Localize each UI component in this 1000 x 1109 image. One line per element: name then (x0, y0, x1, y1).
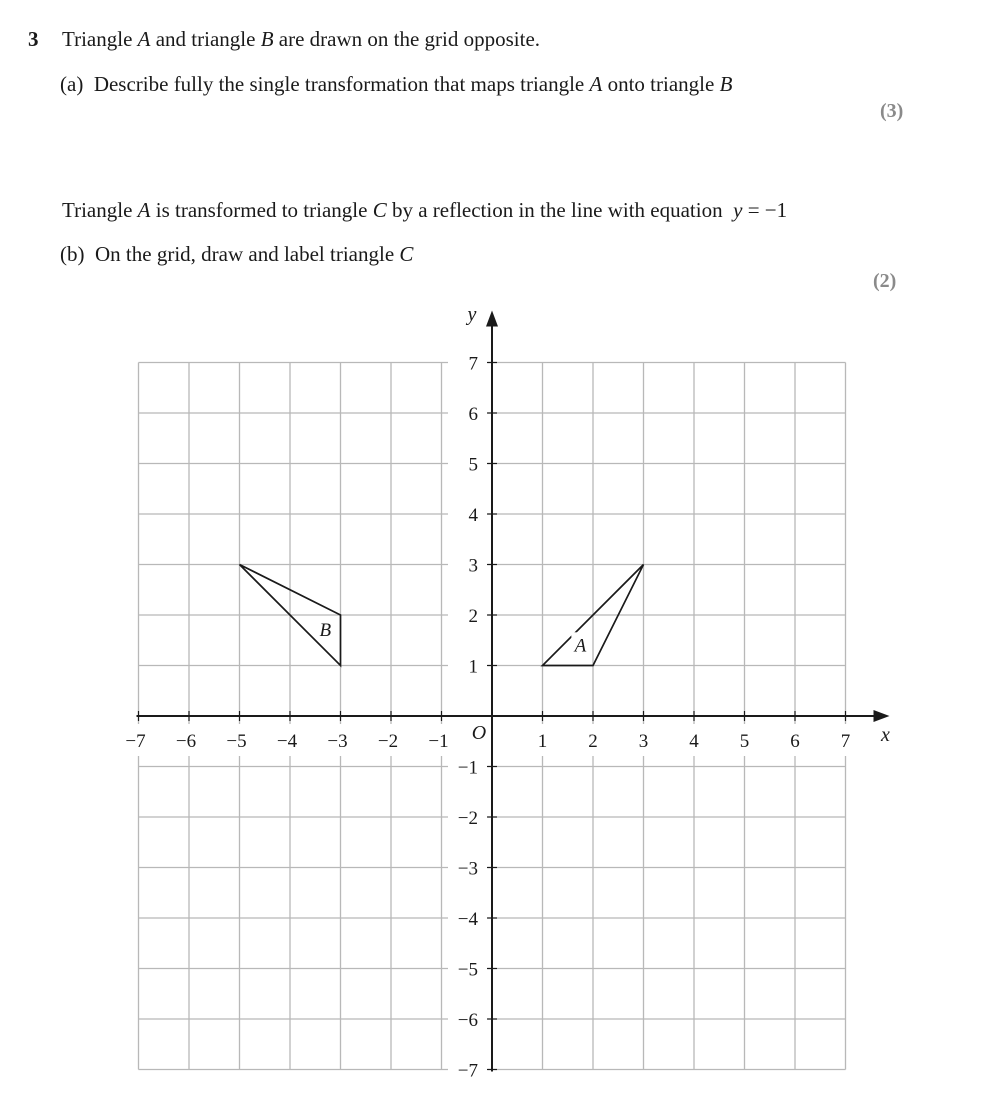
y-tick-label: 3 (468, 555, 478, 577)
origin-label: O (471, 722, 487, 744)
y-tick-label: −2 (457, 808, 478, 829)
triangle-label-a: A (574, 635, 587, 657)
y-tick-label: 5 (468, 454, 478, 476)
y-tick-label: −6 (457, 1010, 478, 1031)
x-tick-label: −1 (428, 731, 449, 752)
part-b-marks: (2) (873, 270, 897, 292)
x-tick-label: −7 (125, 731, 146, 752)
x-tick-label: −2 (377, 731, 399, 752)
x-axis-label: x (881, 724, 890, 746)
part-a-text: (a) Describe fully the single transformation that maps triangle A onto triangle B (60, 72, 733, 96)
question-intro: Triangle A and triangle B are drawn on the grid opposite. (62, 27, 541, 51)
y-tick-label: 1 (468, 656, 478, 678)
part-b-label: (b) (60, 242, 85, 266)
reflection-statement: Triangle A is transformed to triangle C by a reflection in the line with equation y = −1 (62, 198, 788, 222)
y-tick-label: −4 (457, 909, 478, 930)
x-tick-label: −6 (175, 731, 197, 752)
x-tick-label: −5 (226, 731, 247, 752)
y-tick-label: 7 (468, 353, 478, 375)
y-tick-label: 2 (468, 606, 478, 627)
triangle-label-b: B (319, 620, 332, 642)
y-tick-label: 4 (468, 505, 478, 526)
x-tick-label: 3 (638, 731, 649, 752)
y-axis-label: y (467, 303, 477, 326)
y-tick-label: −3 (457, 858, 478, 880)
part-b-text: (b) On the grid, draw and label triangle C (60, 242, 414, 266)
y-tick-label: −5 (457, 959, 478, 981)
y-tick-label: −7 (457, 1060, 478, 1082)
part-a-label: (a) (60, 72, 84, 96)
var-a: A (137, 27, 151, 51)
x-tick-label: 5 (739, 731, 750, 752)
question-number: 3 (28, 27, 39, 51)
x-tick-label: 4 (689, 731, 699, 752)
y-axis-arrow-icon (486, 311, 498, 327)
x-tick-label: 6 (790, 731, 800, 752)
part-a-marks: (3) (880, 100, 904, 122)
x-tick-label: −4 (276, 731, 298, 752)
x-tick-label: 1 (537, 731, 548, 752)
x-tick-label: −3 (327, 731, 348, 752)
x-axis-arrow-icon (874, 710, 890, 722)
x-tick-label: 2 (588, 731, 598, 752)
var-b: B (260, 27, 274, 51)
y-tick-label: 6 (468, 404, 478, 425)
x-tick-label: 7 (840, 731, 851, 752)
y-tick-label: −1 (457, 757, 478, 779)
